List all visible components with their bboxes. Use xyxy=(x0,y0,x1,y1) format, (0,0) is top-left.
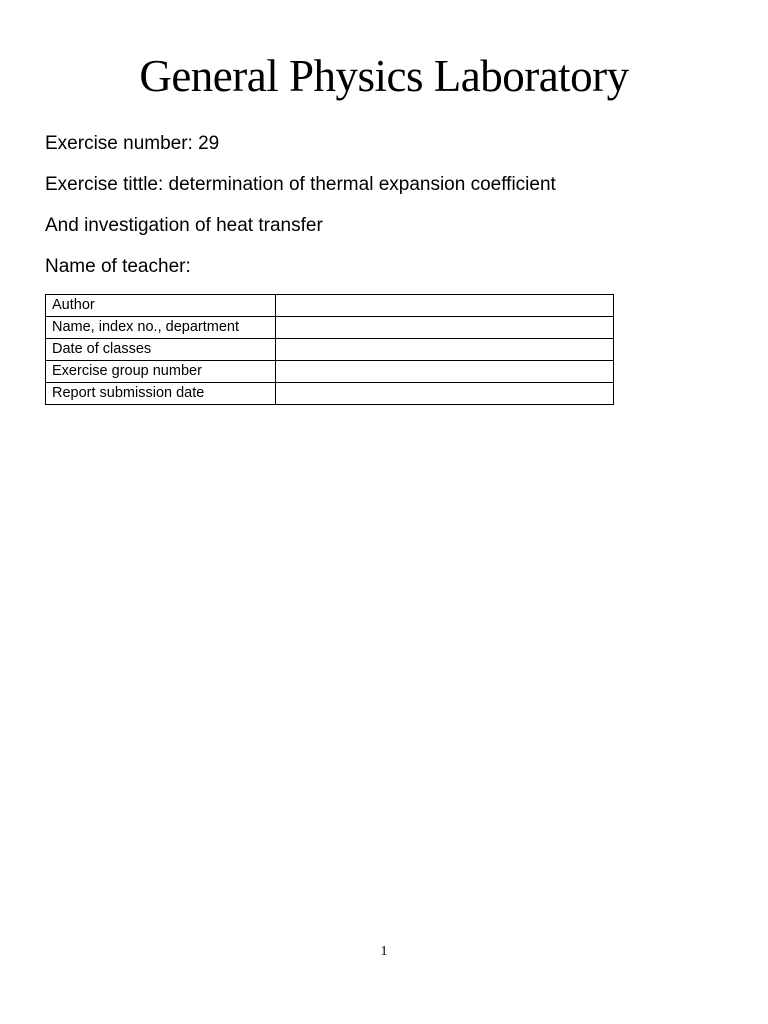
report-info-table xyxy=(45,294,614,405)
exercise-group-number-label: Exercise group number xyxy=(46,361,276,383)
report-submission-date-value xyxy=(276,383,614,405)
report-submission-date-label: Report submission date xyxy=(46,383,276,405)
page-number: 1 xyxy=(380,944,388,959)
exercise-title-continuation: And investigation of heat transfer xyxy=(45,215,323,236)
exercise-group-number-value xyxy=(276,361,614,383)
table-row xyxy=(46,361,614,383)
date-of-classes-value xyxy=(276,339,614,361)
date-of-classes-label: Date of classes xyxy=(46,339,276,361)
name-index-department-value xyxy=(276,317,614,339)
name-index-department-label: Name, index no., department xyxy=(46,317,276,339)
table-row xyxy=(46,383,614,405)
exercise-number: Exercise number: 29 xyxy=(45,133,220,154)
table-row xyxy=(46,295,614,317)
table-row xyxy=(46,339,614,361)
exercise-title: Exercise tittle: determination of thermal expansion coefficient xyxy=(45,174,556,195)
page-title: General Physics Laboratory xyxy=(139,51,629,101)
author-label: Author xyxy=(46,295,276,317)
teacher-name-label: Name of teacher: xyxy=(45,256,191,277)
author-value xyxy=(276,295,614,317)
table-row xyxy=(46,317,614,339)
